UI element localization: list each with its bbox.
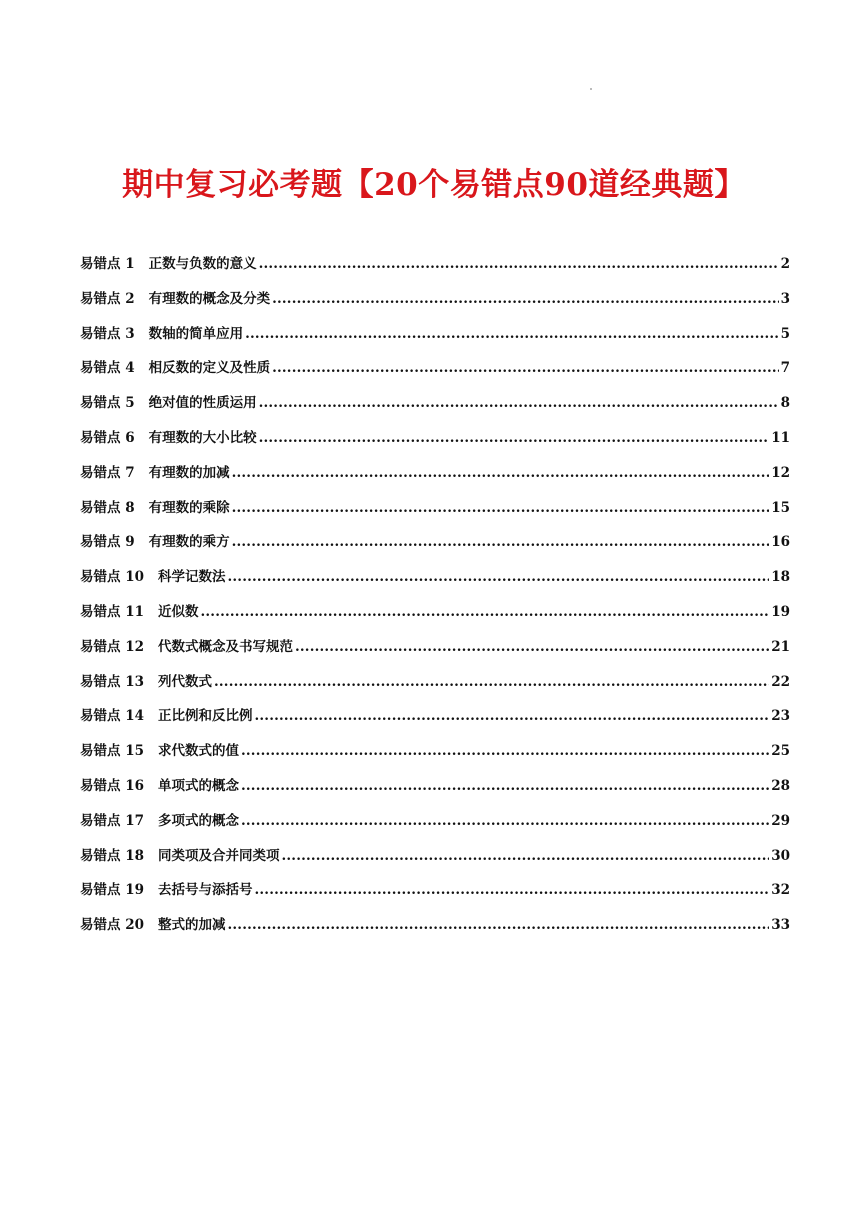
toc-entry-topic: 数轴的简单应用: [148, 325, 244, 342]
toc-entry-page-number: 15: [771, 499, 790, 516]
toc-entry-page-number: 29: [771, 812, 790, 829]
toc-entry-number: 易错点 6: [80, 429, 135, 446]
toc-entry[interactable]: [80, 635, 790, 670]
toc-entry-topic: 多项式的概念: [158, 812, 239, 829]
table-of-contents: [80, 252, 790, 948]
toc-entry-number: 易错点 4: [80, 360, 135, 377]
toc-entry-number: 易错点 13: [80, 673, 144, 690]
toc-entry[interactable]: [80, 913, 790, 948]
toc-dot-leader: [272, 360, 779, 376]
toc-dot-leader: [259, 395, 779, 411]
toc-dot-leader: [241, 813, 769, 829]
toc-entry[interactable]: [80, 322, 790, 357]
toc-dot-leader: [228, 917, 770, 933]
toc-entry-number: 易错点 9: [80, 534, 135, 551]
toc-entry[interactable]: [80, 600, 790, 635]
toc-entry-topic: 有理数的乘方: [148, 534, 230, 551]
toc-entry-topic: 整式的加减: [158, 917, 226, 934]
toc-entry[interactable]: [80, 496, 790, 531]
toc-entry[interactable]: [80, 739, 790, 774]
toc-dot-leader: [241, 778, 769, 794]
toc-entry-page-number: 11: [771, 429, 790, 446]
toc-entry-topic: 单项式的概念: [158, 777, 239, 794]
toc-dot-leader: [255, 882, 770, 898]
toc-dot-leader: [201, 604, 770, 620]
toc-entry-page-number: 30: [771, 847, 790, 864]
toc-entry[interactable]: [80, 356, 790, 391]
toc-entry-number: 易错点 17: [80, 812, 144, 829]
toc-entry-page-number: 33: [771, 917, 790, 934]
toc-dot-leader: [214, 674, 769, 690]
toc-entry-page-number: 5: [780, 325, 790, 342]
toc-entry[interactable]: [80, 287, 790, 322]
toc-entry-topic: 正数与负数的意义: [148, 256, 257, 272]
toc-entry-topic: 同类项及合并同类项: [158, 847, 280, 864]
toc-dot-leader: [272, 291, 779, 307]
toc-entry-topic: 有理数的乘除: [148, 499, 230, 516]
toc-entry-page-number: 21: [771, 638, 790, 655]
toc-entry-page-number: 23: [771, 708, 790, 725]
toc-entry-page-number: 22: [771, 673, 790, 690]
toc-entry[interactable]: [80, 252, 790, 287]
toc-entry-topic: 绝对值的性质运用: [148, 395, 257, 412]
toc-entry[interactable]: [80, 565, 790, 600]
toc-entry-page-number: 12: [771, 464, 790, 481]
toc-entry-number: 易错点 19: [80, 882, 144, 899]
toc-entry-topic: 列代数式: [158, 673, 212, 690]
toc-entry-number: 易错点 12: [80, 638, 144, 655]
toc-entry-number: 易错点 8: [80, 499, 135, 516]
toc-dot-leader: [259, 256, 779, 272]
toc-entry[interactable]: [80, 704, 790, 739]
toc-entry-number: 易错点 11: [80, 603, 144, 620]
toc-entry-number: 易错点 18: [80, 847, 144, 864]
toc-entry-page-number: 19: [771, 603, 790, 620]
page-title: 期中复习必考题【20个易错点90道经典题】: [122, 166, 746, 203]
toc-entry[interactable]: [80, 530, 790, 565]
toc-entry-topic: 去括号与添括号: [158, 882, 253, 899]
toc-entry-number: 易错点 14: [80, 708, 144, 725]
toc-entry-page-number: 8: [780, 395, 790, 412]
toc-entry-topic: 有理数的大小比较: [148, 429, 257, 446]
toc-dot-leader: [259, 430, 770, 446]
toc-entry-page-number: 32: [771, 882, 790, 899]
toc-entry-topic: 正比例和反比例: [158, 708, 253, 725]
toc-dot-leader: [228, 569, 770, 585]
toc-entry-page-number: 18: [771, 569, 790, 586]
toc-entry-number: 易错点 7: [80, 464, 135, 481]
scan-speck: [590, 88, 592, 90]
toc-entry-number: 易错点 5: [80, 395, 135, 412]
toc-entry-topic: 近似数: [158, 603, 199, 620]
toc-entry-page-number: 7: [780, 360, 790, 377]
toc-entry-number: 易错点 16: [80, 777, 144, 794]
toc-entry-number: 易错点 20: [80, 917, 144, 934]
toc-entry-topic: 相反数的定义及性质: [148, 360, 271, 377]
toc-entry-number: 易错点 1: [80, 256, 135, 272]
toc-dot-leader: [232, 534, 770, 550]
toc-dot-leader: [232, 500, 770, 516]
toc-entry[interactable]: [80, 774, 790, 809]
toc-entry-page-number: 16: [771, 534, 790, 551]
toc-dot-leader: [232, 465, 770, 481]
toc-entry-topic: 代数式概念及书写规范: [158, 638, 293, 655]
toc-dot-leader: [255, 708, 770, 724]
toc-dot-leader: [295, 639, 769, 655]
toc-entry[interactable]: [80, 809, 790, 844]
toc-entry[interactable]: [80, 426, 790, 461]
toc-dot-leader: [282, 848, 770, 864]
toc-entry-page-number: 2: [780, 256, 790, 272]
toc-entry-topic: 科学记数法: [158, 569, 226, 586]
toc-entry[interactable]: [80, 461, 790, 496]
toc-entry-page-number: 25: [771, 743, 790, 760]
toc-entry[interactable]: [80, 878, 790, 913]
toc-entry[interactable]: [80, 391, 790, 426]
toc-entry-number: 易错点 2: [80, 290, 135, 307]
toc-entry-topic: 求代数式的值: [158, 743, 239, 760]
toc-entry[interactable]: [80, 844, 790, 879]
toc-entry-topic: 有理数的概念及分类: [148, 290, 271, 307]
toc-entry-number: 易错点 10: [80, 569, 144, 586]
toc-dot-leader: [245, 326, 779, 342]
toc-entry-topic: 有理数的加减: [148, 464, 230, 481]
toc-dot-leader: [241, 743, 769, 759]
toc-entry-page-number: 3: [780, 290, 790, 307]
toc-entry-page-number: 28: [771, 777, 790, 794]
toc-entry-number: 易错点 15: [80, 743, 144, 760]
toc-entry-number: 易错点 3: [80, 325, 135, 342]
toc-entry[interactable]: [80, 670, 790, 705]
